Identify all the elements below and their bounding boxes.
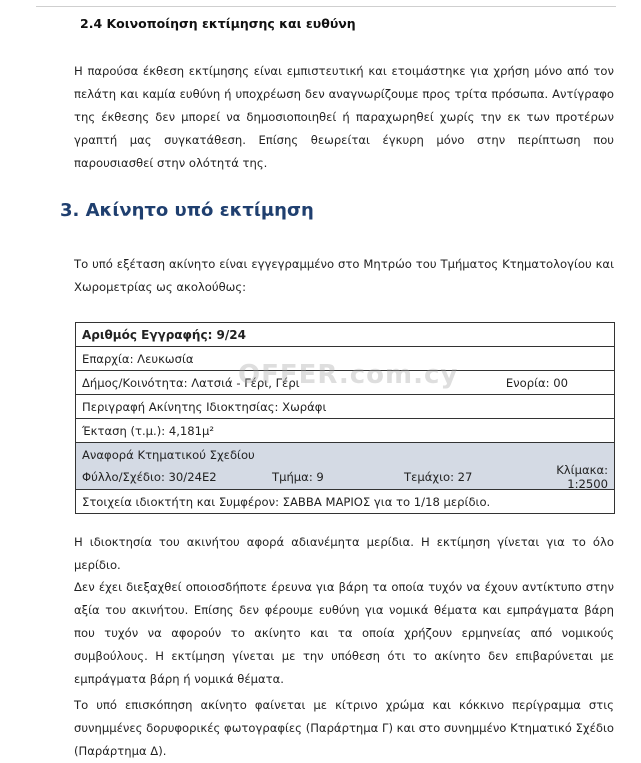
plot-value: Τεμάχιο: 27 bbox=[404, 470, 473, 484]
section-3-heading: 3. Ακίνητο υπό εκτίμηση bbox=[60, 200, 314, 221]
section-3-intro: Το υπό εξέταση ακίνητο είναι εγγεγραμμένο στο Μητρώο του Τμήματος Κτηματολογίου και Χωρομετρίας ως ακολούθως: bbox=[74, 257, 614, 294]
municipality-value: Δήμος/Κοινότητα: Λατσιά - Γέρι, Γέρι bbox=[82, 375, 300, 390]
encumbrances-paragraph: Δεν έχει διεξαχθεί οποιοσδήποτε έρευνα για βάρη τα οποία τυχόν να έχουν αντίκτυπο στην αξία του ακινήτου. Επίσης δεν φέρουμε ευθύνη για νομικά θέματα και εμπράγματα βάρη που τυχόν να αφορούν το ακίνητο και τα οποία χρήζουν ερμηνείας από νομικούς συμβούλους. Η εκτίμηση γίνεται με την υπόθεση ότι το ακίνητο δεν επιβαρύνεται με εμπράγματα βάρη ή νομικά θέματα. bbox=[74, 580, 614, 686]
scale-value: Κλίμακα: 1:2500 bbox=[556, 463, 608, 491]
top-divider bbox=[36, 6, 616, 7]
section-2-4-title: 2.4 Κοινοποίηση εκτίμησης και ευθύνη bbox=[80, 16, 356, 31]
shares-paragraph: Η ιδιοκτησία του ακινήτου αφορά αδιανέμητα μερίδια. Η εκτίμηση γίνεται για το όλο μερίδιο. bbox=[74, 535, 614, 572]
sheet-plan-value: Φύλλο/Σχέδιο: 30/24Ε2 bbox=[82, 470, 217, 484]
plan-reference-cell bbox=[76, 443, 615, 490]
parish-value: Ενορία: 00 bbox=[505, 375, 568, 390]
district-cell: Επαρχία: Λευκωσία bbox=[76, 347, 615, 371]
municipality-row bbox=[76, 371, 615, 395]
plan-reference-title: Αναφορά Κτηματικού Σχεδίου bbox=[82, 447, 255, 462]
plan-reference-details bbox=[82, 463, 608, 491]
block-value: Τμήμα: 9 bbox=[272, 470, 324, 484]
offer-watermark: OFFER.com.cy bbox=[238, 360, 459, 390]
appendix-paragraph: Το υπό επισκόπηση ακίνητο φαίνεται με κίτρινο χρώμα και κόκκινο περίγραμμα στις συνημμένες δορυφορικές φωτογραφίες (Παράρτημα Γ) και στο συνημμένο Κτηματικό Σχέδιο (Παράρτημα Δ). bbox=[74, 698, 614, 758]
area-cell: Έκταση (τ.μ.): 4,181μ² bbox=[76, 419, 615, 443]
registration-number-cell: Αριθμός Εγγραφής: 9/24 bbox=[76, 323, 615, 347]
property-description-cell: Περιγραφή Ακίνητης Ιδιοκτησίας: Χωράφι bbox=[76, 395, 615, 419]
owner-cell: Στοιχεία ιδιοκτήτη και Συμφέρον: ΣΑΒΒΑ ΜΑΡΙΟΣ για το 1/18 μερίδιο. bbox=[76, 490, 615, 514]
section-2-4-paragraph: Η παρούσα έκθεση εκτίμησης είναι εμπιστευτική και ετοιμάστηκε για χρήση μόνο από τον πελάτη και καμία ευθύνη ή υποχρέωση δεν αναγνωρίζουμε προς τρίτα πρόσωπα. Αντίγραφο της έκθεσης δεν μπορεί να δημοσιοποιηθεί ή παραχωρηθεί χωρίς την εκ των προτέρων γραπτή μας συγκατάθεση. Επίσης θεωρείται έγκυρη μόνο στην περίπτωση που παρουσιασθεί στην ολότητά της. bbox=[74, 64, 614, 170]
registry-table bbox=[75, 322, 615, 514]
